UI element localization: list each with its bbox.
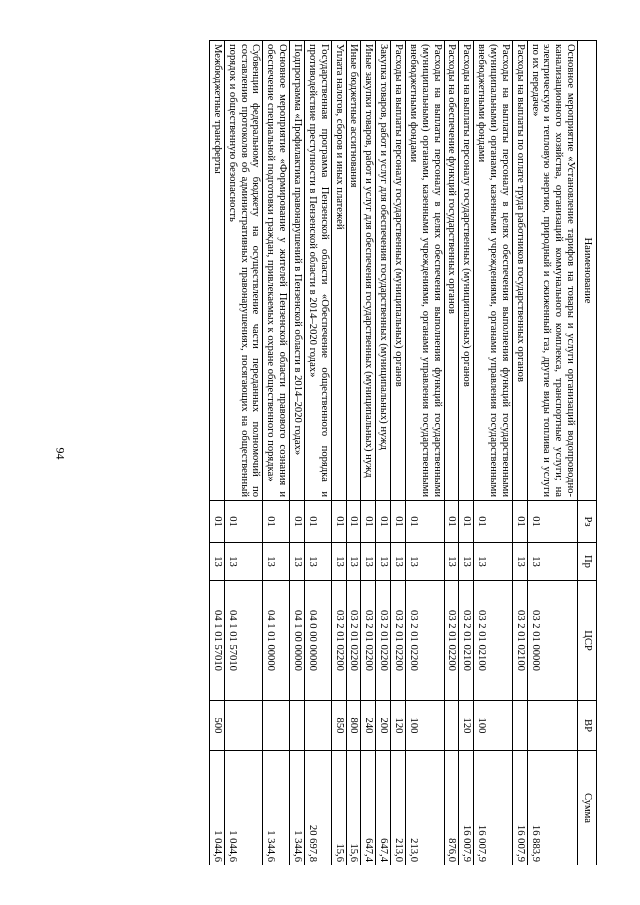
cell-pr: 13 [331,543,346,581]
cell-vr: 850 [331,701,346,751]
cell-pr: 13 [512,543,527,581]
cell-csr: 03 2 01 02200 [376,581,391,701]
cell-sum: 20 697,8 [304,751,331,866]
header-pr: Пр [578,543,597,581]
cell-name: Субвенции федеральному бюджету на осуществление части переданных полномочий по составлению протоколов об административных правонарушениях, посягающих на общественный порядок и общественную безопасность [224,41,263,501]
cell-sum: 1 344,6 [263,751,290,866]
cell-csr: 04 1 01 00000 [263,581,290,701]
table-row [527,41,577,866]
budget-table [209,40,597,865]
cell-name: Расходы на выплаты персоналу в целях обеспечения выполнения функций государственными (муниципальными) органами, казенными учреждениями, органами управления государственными внебюджетными фондами [405,41,444,501]
cell-pr: 13 [290,543,305,581]
cell-rz: 01 [474,501,513,543]
cell-pr: 13 [459,543,474,581]
cell-sum: 16 007,9 [474,751,513,866]
table-row [224,41,263,866]
cell-rz: 01 [263,501,290,543]
cell-csr: 03 2 01 02100 [474,581,513,701]
cell-csr: 03 2 01 02200 [331,581,346,701]
cell-rz: 01 [224,501,263,543]
rotated-page [102,40,597,865]
cell-name: Расходы на выплаты персоналу государственных (муниципальных) органов [391,41,406,501]
cell-pr: 13 [361,543,376,581]
header-vr: ВР [578,701,597,751]
cell-pr: 13 [444,543,459,581]
cell-sum: 15,6 [331,751,346,866]
cell-rz: 01 [459,501,474,543]
header-rz: Рз [578,501,597,543]
cell-pr: 13 [527,543,577,581]
cell-name: Расходы на обеспечение функций государственных органов [444,41,459,501]
cell-vr [444,701,459,751]
cell-name: Иные бюджетные ассигнования [346,41,361,501]
table-row [331,41,346,866]
table-row [405,41,444,866]
cell-pr: 13 [263,543,290,581]
cell-vr [263,701,290,751]
cell-rz: 01 [527,501,577,543]
cell-rz: 01 [444,501,459,543]
cell-vr [527,701,577,751]
cell-name: Основное мероприятие «Формирование у жителей Пензенской области правового сознания и обеспечение специальной подготовки граждан, привлекаемых к охране общественного порядка» [263,41,290,501]
cell-csr: 03 2 01 02200 [346,581,361,701]
table-row [361,41,376,866]
cell-name: Расходы на выплаты персоналу в целях обеспечения выполнения функций государственными (муниципальными) органами, казенными учреждениями, органами управления государственными внебюджетными фондами [474,41,513,501]
cell-sum: 647,4 [361,751,376,866]
cell-rz: 01 [331,501,346,543]
cell-rz: 01 [304,501,331,543]
cell-pr: 13 [405,543,444,581]
cell-rz: 01 [290,501,305,543]
table-body [209,41,577,866]
cell-vr [512,701,527,751]
cell-name: Основное мероприятие «Установление тарифов на товары и услуги организаций водопроводно-канализационного хозяйства, организаций коммунального комплекса, транспортные услуги; на электрическую и тепловую энергию, природный и сжиженный газ, другие виды топлива и услуги по их передаче» [527,41,577,501]
cell-name: Государственная программа Пензенской области «Обеспечение общественного порядка и противодействие преступности в Пензенской области в 2014–2020 годах» [304,41,331,501]
table-row [444,41,459,866]
cell-name: Закупка товаров, работ и услуг для обеспечения государственных (муниципальных) нужд [376,41,391,501]
cell-csr: 03 2 01 02200 [391,581,406,701]
cell-sum: 1 044,6 [224,751,263,866]
cell-sum: 213,0 [391,751,406,866]
table-row [391,41,406,866]
cell-csr: 03 2 01 02100 [459,581,474,701]
cell-sum: 213,0 [405,751,444,866]
table-row [512,41,527,866]
cell-rz: 01 [361,501,376,543]
cell-name: Расходы на выплаты по оплате труда работников государственных органов [512,41,527,501]
cell-vr: 240 [361,701,376,751]
table-row [304,41,331,866]
cell-vr: 100 [474,701,513,751]
cell-sum: 876,0 [444,751,459,866]
table-row [346,41,361,866]
header-name: Наименование [578,41,597,501]
cell-rz: 01 [346,501,361,543]
header-sum: Сумма [578,751,597,866]
cell-vr [290,701,305,751]
table-row [263,41,290,866]
cell-csr: 03 2 01 02100 [512,581,527,701]
cell-vr: 100 [405,701,444,751]
cell-csr: 03 2 01 00000 [527,581,577,701]
cell-csr: 04 1 00 00000 [290,581,305,701]
cell-name: Подпрограмма «Профилактика правонарушений в Пензенской области в 2014–2020 годах» [290,41,305,501]
header-csr: ЦСР [578,581,597,701]
cell-csr: 04 1 01 57010 [209,581,224,701]
cell-csr: 03 2 01 02200 [444,581,459,701]
cell-csr: 04 1 01 57010 [224,581,263,701]
cell-vr: 500 [209,701,224,751]
cell-pr: 13 [376,543,391,581]
cell-csr: 03 2 01 02200 [361,581,376,701]
cell-sum: 15,6 [346,751,361,866]
table-row [376,41,391,866]
cell-sum: 16 883,9 [527,751,577,866]
cell-pr: 13 [391,543,406,581]
table-row [474,41,513,866]
cell-pr: 13 [209,543,224,581]
cell-vr: 120 [391,701,406,751]
cell-vr [304,701,331,751]
table-row [209,41,224,866]
cell-sum: 1 344,6 [290,751,305,866]
cell-vr: 120 [459,701,474,751]
cell-pr: 13 [474,543,513,581]
table-header-row [578,41,597,866]
page-number: 94 [53,447,68,460]
table-row [459,41,474,866]
cell-vr: 200 [376,701,391,751]
cell-pr: 13 [304,543,331,581]
cell-rz: 01 [209,501,224,543]
cell-sum: 16 007,9 [459,751,474,866]
cell-sum: 647,4 [376,751,391,866]
cell-rz: 01 [376,501,391,543]
cell-sum: 1 044,6 [209,751,224,866]
cell-rz: 01 [405,501,444,543]
cell-name: Уплата налогов, сборов и иных платежей [331,41,346,501]
cell-csr: 04 0 00 00000 [304,581,331,701]
budget-table-container [102,40,597,865]
cell-name: Расходы на выплаты персоналу государственных (муниципальных) органов [459,41,474,501]
cell-vr [224,701,263,751]
cell-pr: 13 [224,543,263,581]
cell-sum: 16 007,9 [512,751,527,866]
table-row [290,41,305,866]
cell-vr: 800 [346,701,361,751]
cell-rz: 01 [391,501,406,543]
cell-name: Межбюджетные трансферты [209,41,224,501]
cell-name: Иные закупки товаров, работ и услуг для обеспечения государственных (муниципальных) нужд [361,41,376,501]
cell-pr: 13 [346,543,361,581]
cell-rz: 01 [512,501,527,543]
cell-csr: 03 2 01 02200 [405,581,444,701]
